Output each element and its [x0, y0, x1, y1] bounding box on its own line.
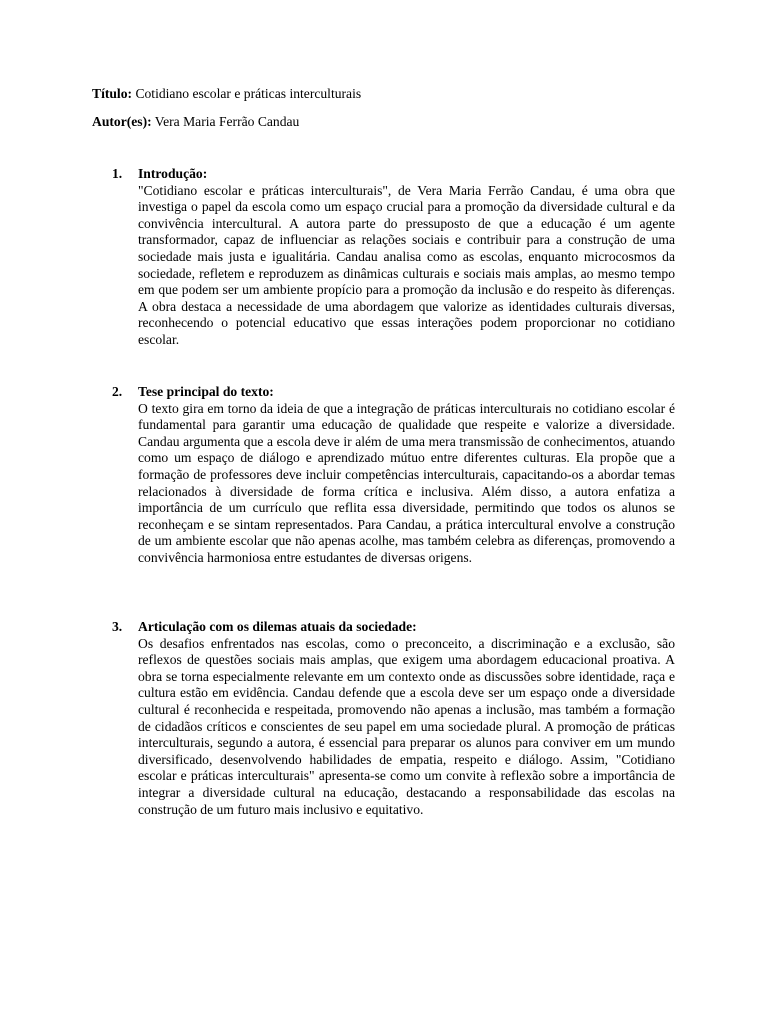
- document-author: Vera Maria Ferrão Candau: [154, 114, 300, 129]
- section-current-dilemmas: [112, 619, 675, 818]
- section-main-thesis: [112, 384, 675, 567]
- section-body: O texto gira em torno da ideia de que a integração de práticas interculturais no cotidiano escolar é fundamental para garantir uma educação de qualidade que respeite e valorize a diversidade. Candau argumenta que a escola deve ir além de uma mera transmissão de conhecimentos, atuando como um espaço de diálogo e aprendizado mútuo entre diferentes culturas. Ela propõe que a formação de professores deve incluir competências interculturais, capacitando-os a abordar temas relacionados à diversidade de forma crítica e inclusiva. Além disso, a autora enfatiza a importância de um currículo que reflita essa diversidade, permitindo que todos os alunos se reconheçam e se sintam representados. Para Candau, a prática intercultural envolve a construção de um ambiente escolar que não apenas acolhe, mas também celebra as diferenças, promovendo a convivência harmoniosa entre estudantes de diversas origens.: [138, 400, 675, 565]
- author-label: Autor(es):: [92, 114, 152, 129]
- section-heading: Tese principal do texto:: [138, 384, 274, 399]
- section-number: 1.: [112, 166, 123, 181]
- document-title: Cotidiano escolar e práticas interculturais: [135, 86, 362, 101]
- document-author-line: [92, 114, 299, 131]
- section-introduction: [112, 166, 675, 349]
- section-number: 3.: [112, 619, 123, 634]
- section-heading: Introdução:: [138, 166, 208, 181]
- section-body: Os desafios enfrentados nas escolas, como o preconceito, a discriminação e a exclusão, são reflexos de questões sociais mais amplas, que exigem uma abordagem educacional proativa. A obra se torna especialmente relevante em um contexto onde as discussões sobre identidade, raça e cultura estão em evidência. Candau defende que a escola deve ser um espaço onde a diversidade cultural é reconhecida e respeitada, promovendo não apenas a inclusão, mas também a formação de cidadãos críticos e conscientes de seu papel em uma sociedade plural. A promoção de práticas interculturais, segundo a autora, é essencial para preparar os alunos para conviver em um mundo diversificado, desenvolvendo habilidades de empatia, respeito e diálogo. Assim, "Cotidiano escolar e práticas interculturais" apresenta-se como um convite à reflexão sobre a importância de integrar a diversidade cultural na educação, destacando a responsabilidade das escolas na construção de um futuro mais inclusivo e equitativo.: [138, 635, 675, 817]
- section-number: 2.: [112, 384, 123, 399]
- title-label: Título:: [92, 86, 133, 101]
- document-title-line: [92, 86, 361, 103]
- section-body: "Cotidiano escolar e práticas interculturais", de Vera Maria Ferrão Candau, é uma obra que investiga o papel da escola como um espaço crucial para a promoção da diversidade cultural e da convivência intercultural. A autora parte do pressuposto de que a educação é um agente transformador, capaz de influenciar as relações sociais e contribuir para a construção de uma sociedade mais justa e igualitária. Candau analisa como as escolas, enquanto microcosmos da sociedade, refletem e reproduzem as dinâmicas culturais e sociais mais amplas, ao mesmo tempo em que podem ser um ambiente propício para a promoção da inclusão e do respeito às diferenças. A obra destaca a necessidade de uma abordagem que valorize as identidades culturais diversas, reconhecendo o potencial educativo que essas interações podem proporcionar no cotidiano escolar.: [138, 182, 675, 347]
- section-heading: Articulação com os dilemas atuais da sociedade:: [138, 619, 417, 634]
